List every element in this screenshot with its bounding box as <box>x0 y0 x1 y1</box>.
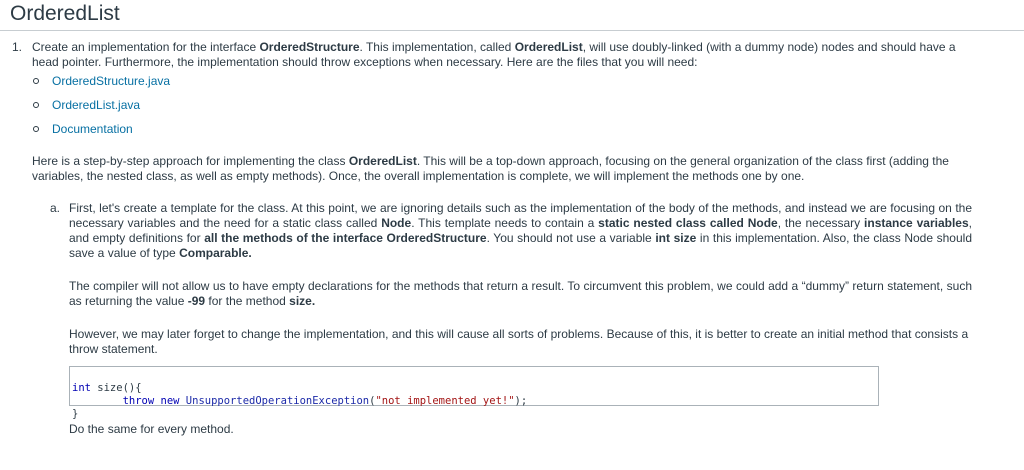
step-a-paragraph-4: Do the same for every method. <box>69 422 234 436</box>
text-run: , the necessary <box>777 216 865 230</box>
bold-text: Comparable. <box>179 246 252 260</box>
text-run: Here is a step-by-step approach for implementing the class <box>32 154 349 168</box>
bold-text: OrderedList <box>348 154 417 168</box>
code-indent <box>72 395 123 407</box>
text-run: , will use doubly-linked (with a dummy node) nodes and should have a head pointer. Furthermore, the implementation should throw exceptions when necessary. Here are the files that you will need: <box>32 40 956 69</box>
text-run: Create an implementation for the interface <box>32 40 260 54</box>
text-run: in this implementation. Also, the class Node should save a value of type <box>69 231 972 260</box>
code-paren: ( <box>369 395 376 407</box>
code-snippet <box>69 366 879 420</box>
code-keyword: int <box>72 382 91 394</box>
bold-text: size. <box>289 294 316 308</box>
bold-text: int size <box>655 231 697 245</box>
intro-paragraph <box>32 40 977 70</box>
step-a-paragraph-2 <box>69 279 972 309</box>
text-run: , and empty definitions for <box>69 216 972 245</box>
bold-text: static nested class called Node <box>598 216 778 230</box>
text-run: . You should not use a variable <box>486 231 656 245</box>
title-divider <box>0 30 1024 31</box>
bold-text: -99 <box>187 294 206 308</box>
file-list-item <box>32 74 972 98</box>
page-title: OrderedList <box>10 2 120 25</box>
step-a-paragraph-1 <box>69 201 972 261</box>
item-number: 1. <box>12 40 23 54</box>
file-list-item <box>32 98 972 122</box>
code-keyword: new <box>160 395 180 407</box>
item-body <box>32 40 972 437</box>
code-line-2 <box>72 395 876 408</box>
bold-text: instance variables <box>864 216 969 230</box>
text-run: . This template needs to contain a <box>411 216 599 230</box>
text-run: First, let's create a template for the class. At this point, we are ignoring details such as the implementation of the body of the methods, and instead we are focusing on the necessary variables and the need for a static class called <box>69 201 972 230</box>
code-paren: ); <box>514 395 528 407</box>
file-list <box>32 74 972 146</box>
code-text: size(){ <box>90 382 142 394</box>
step-a <box>50 201 972 437</box>
step-a-body <box>69 201 972 437</box>
code-class-name: UnsupportedOperationException <box>179 395 370 407</box>
step-a-paragraph-3 <box>69 327 972 357</box>
link-orderedlist-java[interactable]: OrderedList.java <box>52 98 141 112</box>
text-run: . This implementation, called <box>359 40 515 54</box>
approach-paragraph <box>32 154 982 184</box>
text-run: . This will be a top-down approach, focusing on the general organization of the class first (adding the variables, the nested class, as well as empty methods). Once, the overall implementation is complete, we will implement the methods one by one. <box>32 154 949 183</box>
link-orderedstructure-java[interactable]: OrderedStructure.java <box>52 74 171 88</box>
text-run: The compiler will not allow us to have empty declarations for the methods that return a result. To circumvent this problem, we could add a “dummy” return statement, such as returning the value <box>69 279 972 308</box>
bold-text: all the methods of the interface OrderedStructure <box>204 231 487 245</box>
code-keyword: throw <box>122 395 155 407</box>
step-marker: a. <box>50 201 61 215</box>
code-line-1 <box>72 382 876 395</box>
link-documentation[interactable]: Documentation <box>52 122 133 136</box>
text-run: for the method <box>205 294 290 308</box>
bold-text: OrderedStructure <box>259 40 360 54</box>
file-list-item <box>32 122 972 146</box>
bold-text: Node <box>381 216 412 230</box>
text-run: However, we may later forget to change the implementation, and this will cause all sorts of problems. Because of this, it is better to create an initial method that consists a throw statement. <box>69 327 969 356</box>
code-string: "not implemented yet!" <box>375 395 515 407</box>
code-line-3 <box>72 408 876 421</box>
assignment-item-1 <box>12 40 972 437</box>
bold-text: OrderedList <box>514 40 583 54</box>
code-text: } <box>72 408 79 420</box>
